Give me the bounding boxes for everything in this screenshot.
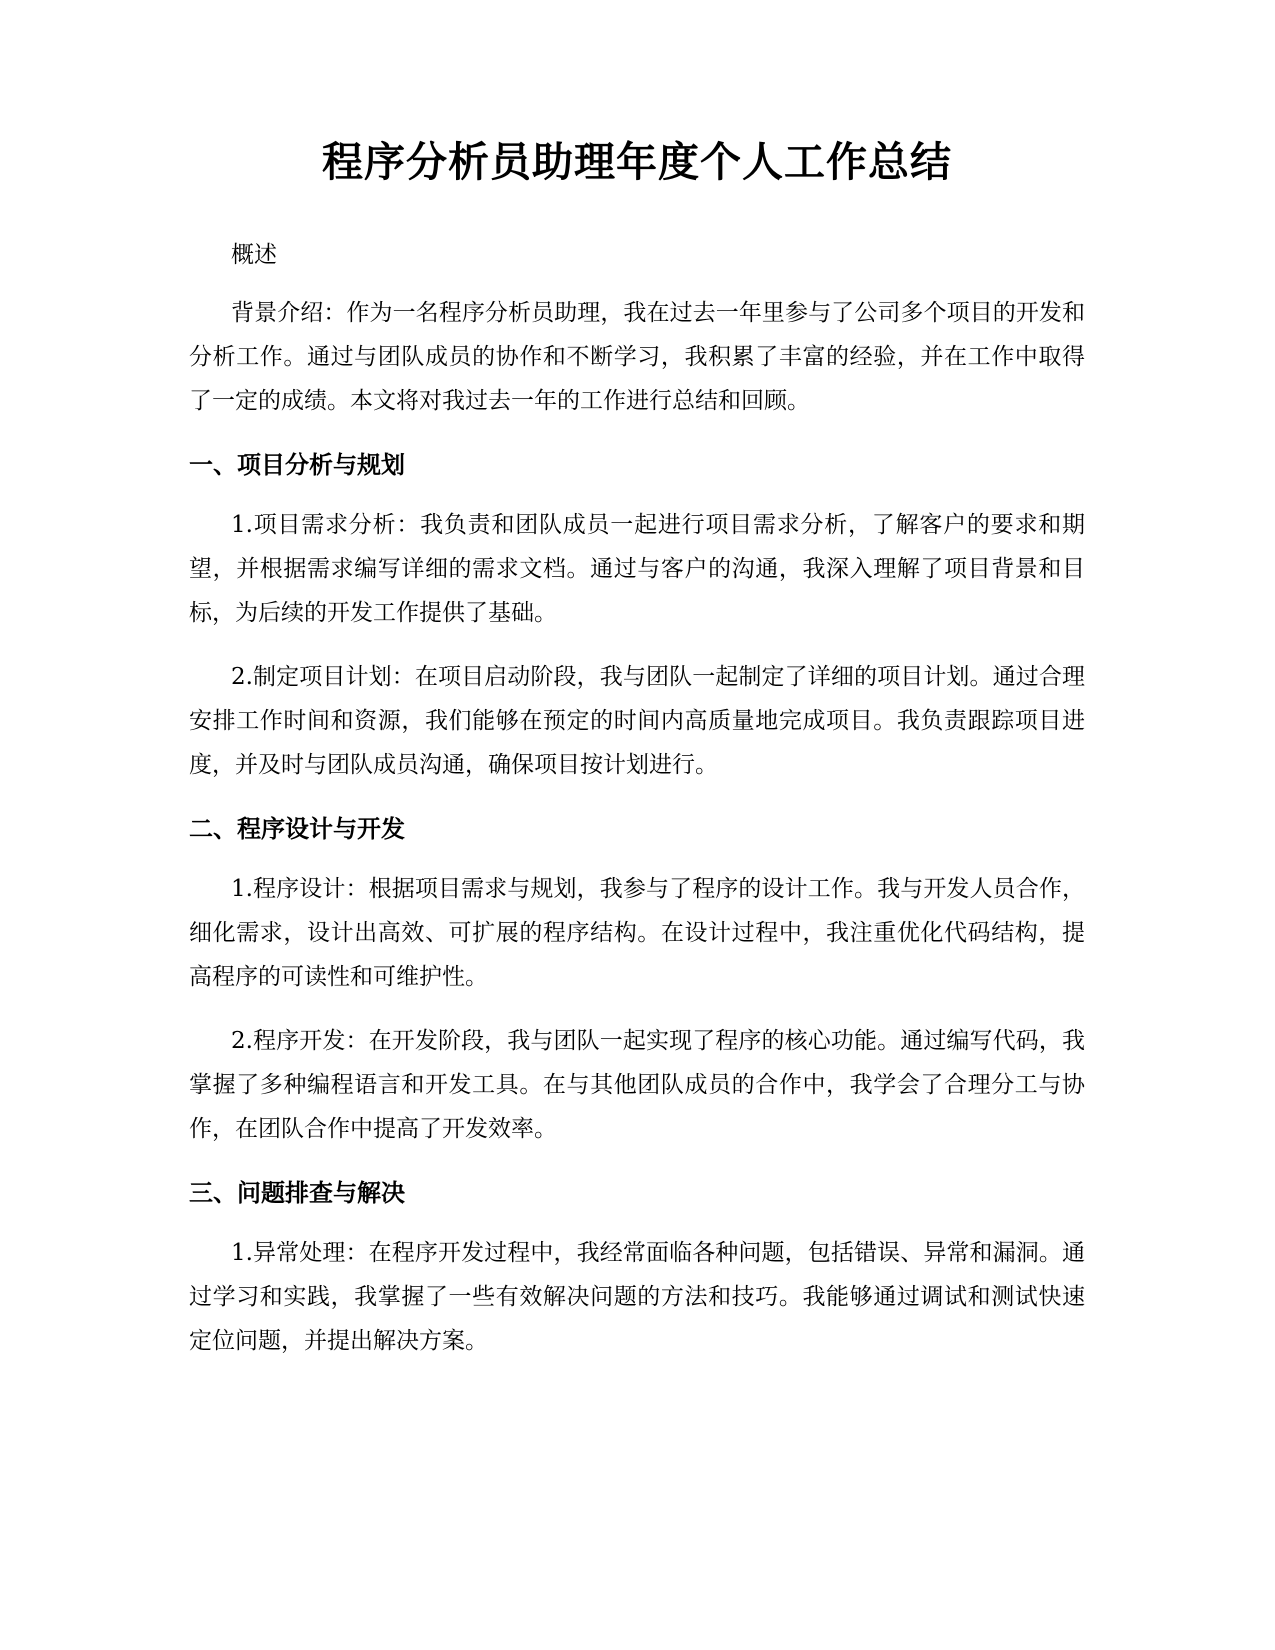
section-troubleshooting <box>189 1171 1085 1363</box>
section-paragraph: 2.程序开发：在开发阶段，我与团队一起实现了程序的核心功能。通过编写代码，我掌握了多种编程语言和开发工具。在与其他团队成员的合作中，我学会了合理分工与协作，在团队合作中提高了开发效率。 <box>189 1028 1085 1143</box>
document-title: 程序分析员助理年度个人工作总结 <box>322 138 952 186</box>
section-heading: 三、问题排查与解决 <box>189 1179 405 1208</box>
section-heading: 一、项目分析与规划 <box>189 451 405 480</box>
section-paragraph: 1.异常处理：在程序开发过程中，我经常面临各种问题，包括错误、异常和漏洞。通过学习和实践，我掌握了一些有效解决问题的方法和技巧。我能够通过调试和测试快速定位问题，并提出解决方案。 <box>189 1240 1085 1355</box>
section-program-design <box>189 807 1085 1151</box>
document-body <box>189 138 1085 1363</box>
section-paragraph: 2.制定项目计划：在项目启动阶段，我与团队一起制定了详细的项目计划。通过合理安排工作时间和资源，我们能够在预定的时间内高质量地完成项目。我负责跟踪项目进度，并及时与团队成员沟通，确保项目按计划进行。 <box>189 664 1085 779</box>
section-paragraph: 1.项目需求分析：我负责和团队成员一起进行项目需求分析，了解客户的要求和期望，并根据需求编写详细的需求文档。通过与客户的沟通，我深入理解了项目背景和目标，为后续的开发工作提供了基础。 <box>189 512 1085 627</box>
overview-label: 概述 <box>231 242 277 269</box>
section-paragraph: 1.程序设计：根据项目需求与规划，我参与了程序的设计工作。我与开发人员合作，细化需求，设计出高效、可扩展的程序结构。在设计过程中，我注重优化代码结构，提高程序的可读性和可维护性。 <box>189 876 1085 991</box>
intro-paragraph: 背景介绍：作为一名程序分析员助理，我在过去一年里参与了公司多个项目的开发和分析工作。通过与团队成员的协作和不断学习，我积累了丰富的经验，并在工作中取得了一定的成绩。本文将对我过去一年的工作进行总结和回顾。 <box>189 300 1085 415</box>
section-heading: 二、程序设计与开发 <box>189 815 405 844</box>
section-project-analysis <box>189 443 1085 787</box>
